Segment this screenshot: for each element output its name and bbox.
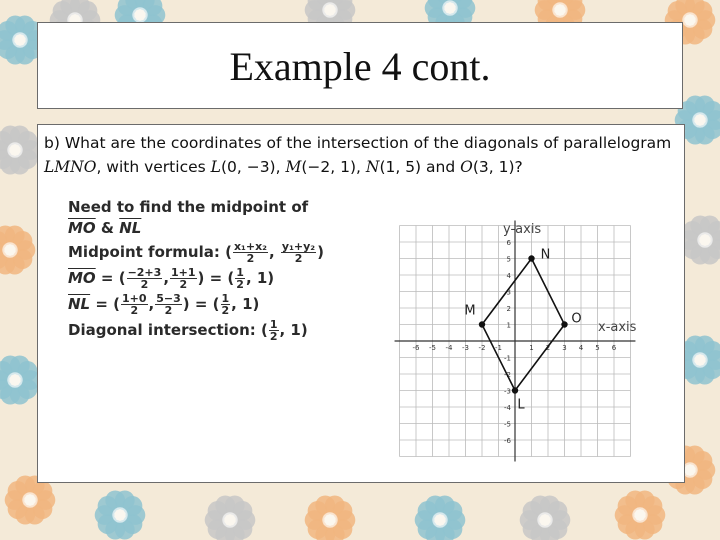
midpoint-formula-line: Midpoint formula: ( $\frac{\text{x₁+x₂}}{2}$ , $\frac{\text{y₁+y₂}}{2}$ ) [68, 240, 324, 265]
decorative-flower [415, 495, 466, 540]
x-axis-label: x-axis [598, 320, 637, 335]
vertex-n-name: N [365, 158, 380, 176]
and-word: and [426, 158, 456, 176]
segment-mo: $\overline{MO}$ [68, 219, 96, 237]
y-tick-label: -1 [504, 354, 511, 363]
vertex-o-coord: (3, 1)? [472, 158, 523, 176]
question-intro: What are the coordinates of the intersection of the diagonals of parallelogram [64, 134, 672, 152]
x-tick-label: 6 [611, 343, 617, 352]
y-tick-label: 1 [506, 321, 511, 330]
mo-label: $\overline{MO}$ [68, 269, 96, 287]
vertex-n-coord: (1, 5) [379, 158, 422, 176]
ampersand: & [100, 219, 115, 237]
formula-y-fraction [281, 241, 316, 264]
content-box [37, 124, 685, 483]
y-tick-label: 2 [506, 305, 511, 313]
question-text [44, 131, 680, 179]
mo-result-fraction [235, 267, 245, 290]
work-line-2 [68, 218, 338, 239]
x-tick-label: 3 [562, 343, 567, 352]
x-tick-label: -5 [429, 343, 436, 352]
nl-label: $\overline{NL}$ [68, 295, 91, 313]
diag-tail: , 1) [279, 321, 308, 339]
point-o [561, 321, 567, 327]
mo-result-denominator: 2 [236, 278, 244, 291]
x-tick-label: 4 [578, 343, 584, 352]
nl-result-tail: , 1) [231, 295, 260, 313]
y-tick-label: 6 [506, 239, 511, 247]
y-tick-label: -2 [504, 371, 511, 379]
x-tick-label: -3 [462, 343, 469, 352]
coordinate-graph [393, 219, 678, 467]
x-tick-label: 2 [545, 343, 551, 352]
point-l [512, 387, 518, 393]
formula-x-fraction [233, 241, 268, 264]
mo-midpoint-line: $\overline{MO}$ = ( $\frac{-2+3}{2}$ , $\frac{1+1}{2}$ ) = ( $\frac{1}{2}$ , 1) [68, 266, 275, 291]
y-tick-label: -4 [504, 404, 511, 412]
decorative-flower [0, 355, 40, 404]
mo-y-numerator: 1+1 [171, 266, 196, 279]
vertex-m-coord: (−2, 1), [301, 158, 361, 176]
mo-y-fraction [170, 267, 197, 290]
y-tick-label: -3 [504, 387, 511, 396]
point-m [479, 321, 485, 327]
x-tick-label: 1 [529, 343, 534, 352]
diag-fraction [269, 319, 279, 342]
segment-nl: $\overline{NL}$ [119, 219, 142, 237]
vertex-o-name: O [460, 158, 473, 176]
nl-result-fraction [221, 293, 231, 316]
nl-result-numerator: 1 [221, 292, 230, 305]
y-tick-label: -5 [504, 420, 511, 429]
point-label-l: L [517, 397, 525, 413]
point-label-n: N [540, 247, 551, 263]
decorative-flower [520, 495, 571, 540]
decorative-flower [0, 125, 40, 174]
y-tick-label: 3 [506, 288, 511, 297]
slide-title: Example 4 cont. [229, 44, 491, 89]
mo-result-numerator: 1 [236, 266, 244, 279]
nl-y-numerator: 5−3 [156, 292, 181, 305]
y-axis-label: y-axis [503, 222, 542, 237]
y-tick-label: 4 [506, 272, 511, 280]
diag-numerator: 1 [269, 318, 278, 331]
nl-y-fraction [155, 293, 182, 316]
y-tick-label: 5 [506, 255, 511, 264]
formula-y-denominator: 2 [294, 252, 303, 265]
nl-x-fraction [121, 293, 148, 316]
point-label-o: O [571, 311, 582, 327]
shape-name: LMNO [44, 158, 97, 176]
decorative-flower [0, 225, 35, 274]
x-tick-label: -2 [478, 343, 486, 352]
mo-x-numerator: −2+3 [127, 266, 162, 279]
nl-midpoint-line: $\overline{NL}$ = ( $\frac{1+0}{2}$ , $\frac{5-3}{2}$ ) = ( $\frac{1}{2}$ , 1) [68, 292, 260, 317]
y-tick-label: -6 [504, 437, 511, 445]
diag-denominator: 2 [269, 330, 278, 343]
nl-result-denominator: 2 [221, 304, 230, 317]
mo-x-denominator: 2 [140, 278, 149, 291]
x-tick-label: 5 [595, 343, 600, 352]
nl-y-denominator: 2 [164, 304, 173, 317]
nl-x-numerator: 1+0 [122, 292, 147, 305]
decorative-flower [305, 495, 356, 540]
diagonal-intersection-line: Diagonal intersection: ( $\frac{1}{2}$ , 1) [68, 318, 308, 343]
vertex-l-name: L [210, 158, 221, 176]
title-box [37, 22, 683, 109]
x-tick-label: -6 [412, 343, 420, 352]
point-n [528, 255, 534, 261]
work-line-1: Need to find the midpoint of [68, 198, 309, 216]
question-part: b) [44, 134, 60, 152]
mo-y-denominator: 2 [179, 278, 188, 291]
vertex-m-name: M [285, 158, 302, 176]
x-tick-label: -4 [445, 343, 453, 352]
decorative-flower [95, 490, 146, 539]
question-vertices-text: , with vertices [96, 158, 206, 176]
worked-solution [68, 197, 338, 343]
point-label-m: M [464, 303, 476, 319]
vertex-l-coord: (0, −3), [220, 158, 281, 176]
formula-y-numerator: y₁+y₂ [281, 240, 316, 253]
formula-x-denominator: 2 [246, 252, 255, 265]
decorative-flower [205, 495, 256, 540]
diagonal-intersection-label: Diagonal intersection: [68, 321, 256, 339]
midpoint-formula-label: Midpoint formula: [68, 243, 220, 261]
formula-x-numerator: x₁+x₂ [233, 240, 267, 253]
mo-x-fraction [127, 267, 163, 290]
decorative-flower [680, 215, 720, 264]
nl-x-denominator: 2 [130, 304, 139, 317]
mo-result-tail: , 1) [245, 269, 275, 287]
x-tick-label: -1 [495, 343, 502, 352]
decorative-flower [615, 490, 666, 539]
